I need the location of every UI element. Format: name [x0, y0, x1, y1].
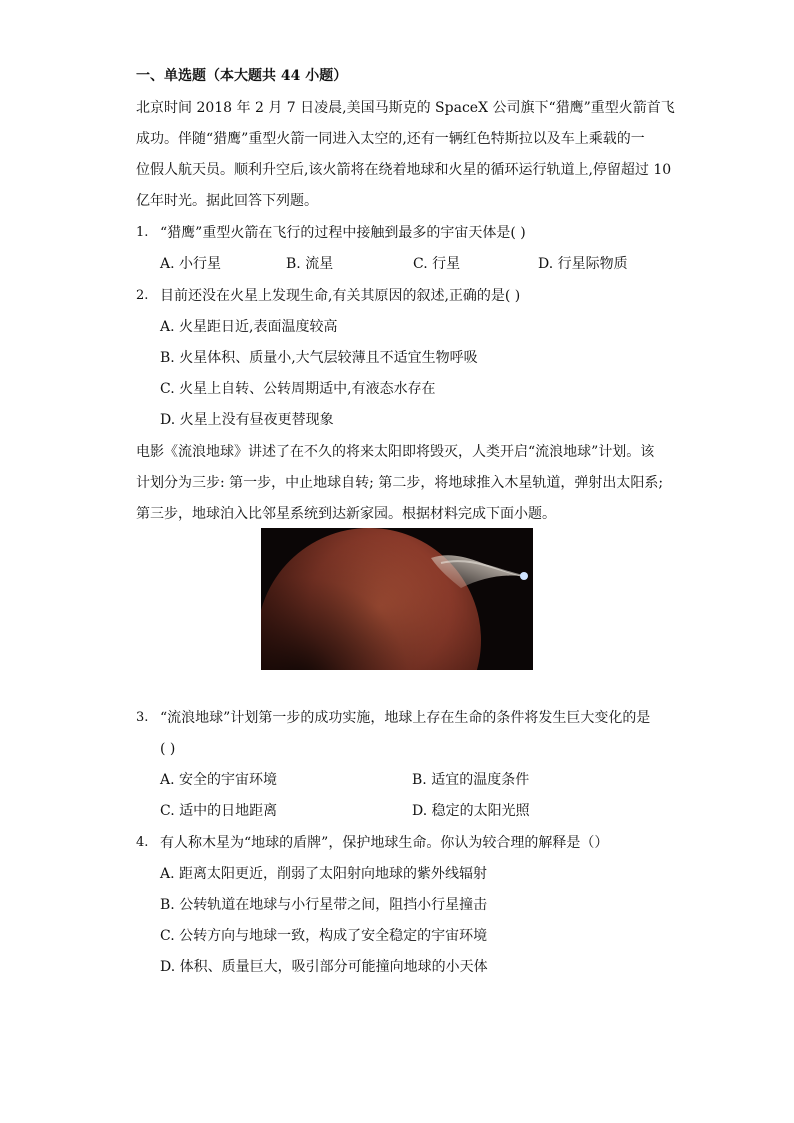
section-title: 一、单选题（本大题共 44 小题）	[136, 68, 348, 84]
question-stem: “猎鹰”重型火箭在飞行的过程中接触到最多的宇宙天体是( )	[160, 225, 526, 241]
option-b: B. 流星	[286, 256, 334, 272]
material-line: 计划分为三步: 第一步，中止地球自转; 第二步，将地球推入木星轨道，弹射出太阳系;	[136, 475, 664, 491]
option-c: C. 火星上自转、公转周期适中,有液态水存在	[160, 381, 436, 397]
question-stem-continued: ( )	[160, 741, 176, 757]
option-b: B. 适宜的温度条件	[412, 772, 530, 788]
option-b: B. 公转轨道在地球与小行星带之间，阻挡小行星撞击	[160, 897, 488, 913]
option-d: D. 稳定的太阳光照	[412, 803, 530, 819]
question-number: 2.	[136, 288, 149, 303]
question-stem: 有人称木星为“地球的盾牌”，保护地球生命。你认为较合理的解释是（）	[160, 835, 609, 851]
option-d: D. 火星上没有昼夜更替现象	[160, 412, 334, 428]
material-line: 成功。伴随“猎鹰”重型火箭一同进入太空的,还有一辆红色特斯拉以及车上乘载的一	[136, 131, 645, 147]
option-b: B. 火星体积、质量小,大气层较薄且不适宜生物呼吸	[160, 350, 478, 366]
question-number: 4.	[136, 835, 149, 850]
question-stem: “流浪地球”计划第一步的成功实施，地球上存在生命的条件将发生巨大变化的是	[160, 710, 651, 726]
material-line: 第三步，地球泊入比邻星系统到达新家园。根据材料完成下面小题。	[136, 506, 556, 522]
material-line: 位假人航天员。顺利升空后,该火箭将在绕着地球和火星的循环运行轨道上,停留超过 10	[136, 162, 672, 178]
earth-dot	[520, 572, 528, 580]
question-stem: 目前还没在火星上发现生命,有关其原因的叙述,正确的是( )	[160, 288, 521, 304]
option-c: C. 行星	[413, 256, 461, 272]
option-d: D. 行星际物质	[538, 256, 628, 272]
material-line: 北京时间 2018 年 2 月 7 日凌晨,美国马斯克的 SpaceX 公司旗下“猎鹰”重型火箭首飞	[136, 100, 675, 116]
option-c: C. 适中的日地距离	[160, 803, 278, 819]
option-a: A. 安全的宇宙环境	[160, 772, 278, 788]
material-line: 电影《流浪地球》讲述了在不久的将来太阳即将毁灭，人类开启“流浪地球”计划。该	[136, 444, 655, 460]
option-a: A. 小行星	[160, 256, 222, 272]
option-a: A. 火星距日近,表面温度较高	[160, 319, 338, 335]
material-line: 亿年时光。据此回答下列题。	[136, 193, 318, 209]
wandering-earth-image	[261, 528, 533, 670]
question-number: 3.	[136, 710, 149, 725]
option-c: C. 公转方向与地球一致，构成了安全稳定的宇宙环境	[160, 928, 488, 944]
option-a: A. 距离太阳更近，削弱了太阳射向地球的紫外线辐射	[160, 866, 488, 882]
planet-illustration	[261, 528, 533, 670]
option-d: D. 体积、质量巨大，吸引部分可能撞向地球的小天体	[160, 959, 488, 975]
question-number: 1.	[136, 225, 149, 240]
